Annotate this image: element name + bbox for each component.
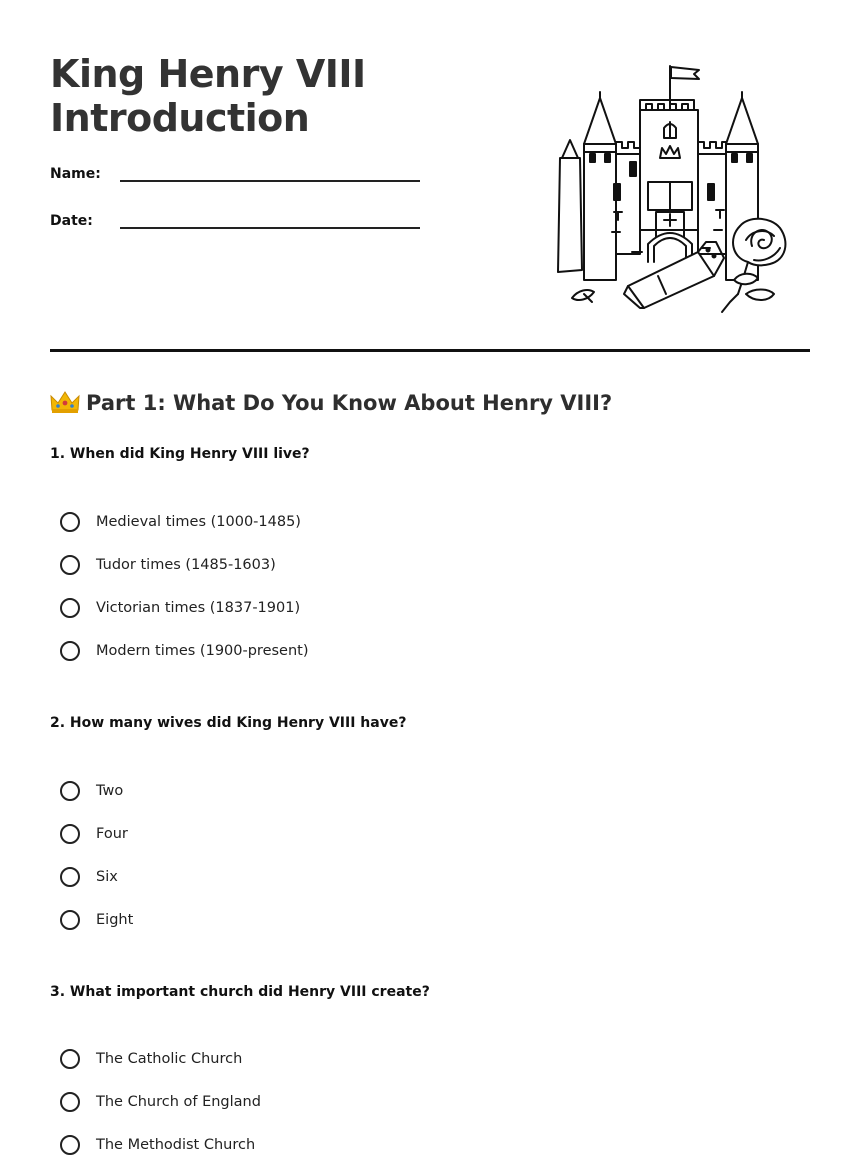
option-label: Four xyxy=(96,826,128,842)
q2-option-1[interactable] xyxy=(60,778,123,804)
title-line-2: Introduction xyxy=(50,96,310,140)
question-3: 3. What important church did Henry VIII create? xyxy=(50,984,430,1000)
part1-heading xyxy=(50,390,612,415)
question-2: 2. How many wives did King Henry VIII have? xyxy=(50,715,407,731)
option-label: Medieval times (1000-1485) xyxy=(96,514,301,530)
option-label: Victorian times (1837-1901) xyxy=(96,600,301,616)
radio-button[interactable] xyxy=(60,824,80,844)
radio-button[interactable] xyxy=(60,910,80,930)
date-input[interactable] xyxy=(120,207,424,229)
option-label: Six xyxy=(96,869,118,885)
part1-heading-text: Part 1: What Do You Know About Henry VIII? xyxy=(86,391,613,415)
name-input[interactable] xyxy=(120,160,424,182)
option-label: Tudor times (1485-1603) xyxy=(96,557,276,573)
radio-button[interactable] xyxy=(60,641,80,661)
radio-button[interactable] xyxy=(60,1092,80,1112)
option-label: Eight xyxy=(96,912,134,928)
q1-option-4[interactable] xyxy=(60,638,309,664)
q1-option-2[interactable] xyxy=(60,552,276,578)
radio-button[interactable] xyxy=(60,867,80,887)
radio-button[interactable] xyxy=(60,512,80,532)
q1-option-3[interactable] xyxy=(60,595,300,621)
radio-button[interactable] xyxy=(60,555,80,575)
name-field xyxy=(50,166,420,194)
q2-option-2[interactable] xyxy=(60,821,128,847)
crown-icon xyxy=(50,390,80,414)
q3-option-1[interactable] xyxy=(60,1046,242,1072)
q3-option-3[interactable] xyxy=(60,1132,255,1158)
q3-option-2[interactable] xyxy=(60,1089,261,1115)
section-divider xyxy=(50,349,810,352)
option-label: Modern times (1900-present) xyxy=(96,643,309,659)
radio-button[interactable] xyxy=(60,598,80,618)
date-field xyxy=(50,213,420,241)
castle-illustration xyxy=(548,62,798,314)
page-title xyxy=(50,52,366,140)
option-label: The Church of England xyxy=(96,1094,261,1110)
date-label: Date: xyxy=(50,213,93,229)
option-label: The Catholic Church xyxy=(96,1051,243,1067)
radio-button[interactable] xyxy=(60,781,80,801)
q2-option-3[interactable] xyxy=(60,864,118,890)
title-line-1: King Henry VIII xyxy=(50,52,366,96)
option-label: The Methodist Church xyxy=(96,1137,256,1153)
radio-button[interactable] xyxy=(60,1135,80,1155)
name-label: Name: xyxy=(50,166,101,182)
q1-option-1[interactable] xyxy=(60,509,301,535)
option-label: Two xyxy=(96,783,124,799)
question-1: 1. When did King Henry VIII live? xyxy=(50,446,310,462)
q2-option-4[interactable] xyxy=(60,907,133,933)
radio-button[interactable] xyxy=(60,1049,80,1069)
